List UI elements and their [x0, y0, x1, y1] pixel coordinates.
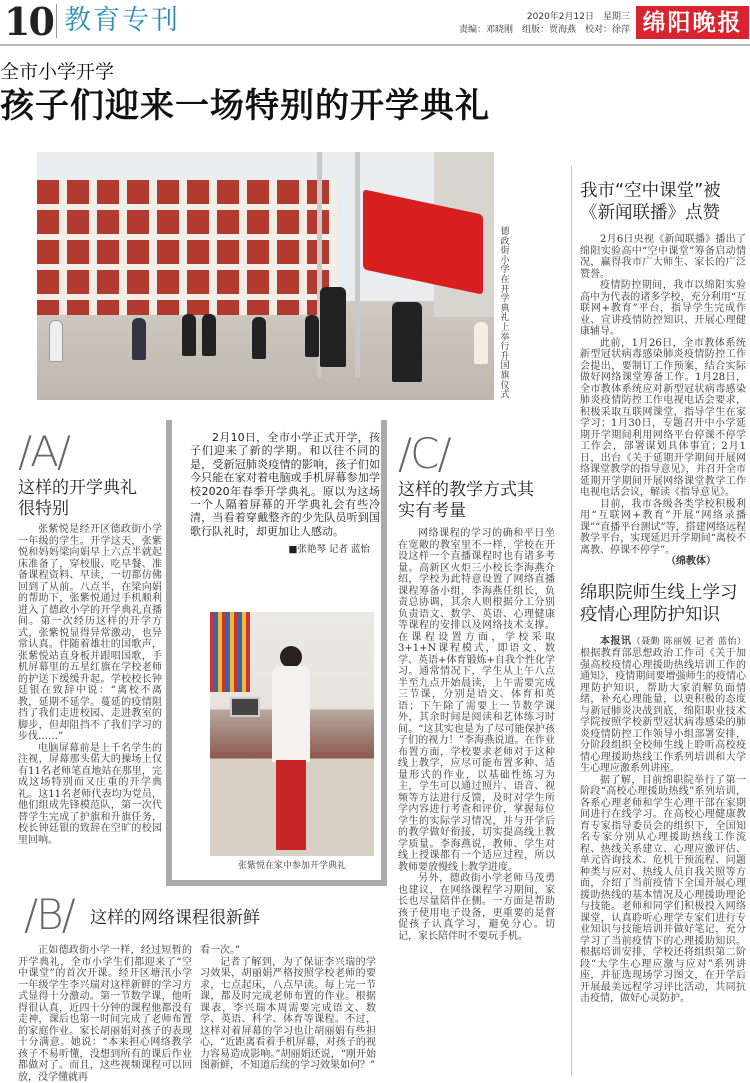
- section-a-title: 这样的开学典礼很特别: [18, 478, 137, 519]
- sidebar1-title: 我市“空中课堂”被《新闻联播》点赞: [580, 181, 721, 223]
- newspaper-logo: 绵阳晚报: [636, 6, 749, 39]
- frame-bar: [166, 880, 387, 886]
- frame-bar: [166, 420, 172, 886]
- student-at-home-photo: [210, 612, 374, 856]
- section-a-body: [18, 524, 162, 846]
- intro-text: 2月10日，全市小学正式开学，孩子们迎来了新的学期。和以往不同的是，受新冠肺炎疫情的影响，孩子们如今只能在家对着电脑或手机屏幕参加学校2020年春季开学典礼。原以为这场一个人隔着屏幕的开学典礼会有些冷清，当看着穿戴整齐的少先队员听到国歌行队礼时，却更加让人感动。: [190, 431, 380, 538]
- paragraph: 疫情防控期间，我市以绵阳实验高中为代表的诸多学校，充分利用“互联网+教育”平台，指导学生完成作业、宣讲疫情防控知识、开展心理健康辅导。: [580, 280, 746, 337]
- issue-date: 2020年2月12日 星期三: [526, 12, 630, 22]
- paragraph: 记者了解到，为了保证李兴瑞的学习效果，胡丽娟严格按照学校老师的要求，七点起床，八点早读。每上完一节课，都及时完成老师布置的作业。根据课表，李兴瑞本周需要完成语文、数学、英语、科学、体育等课程。不过，这样对着屏幕的学习也让胡丽娟有些担心，“近距离看着手机屏幕，对孩子的视力容易造成影响。”胡丽娟还说，“刚开始图新鲜，不知道后续的学习效果如何？”: [200, 956, 376, 1071]
- paragraph: 正如德政街小学一样，经过短暂的开学典礼，全市小学生们都迎来了“空中课堂”的首次开课。经开区塘汛小学一年级学生李兴瑞对这样新鲜的学习方式显得十分激动。第一节数学课，他听得很认真，近四十分钟的课程他都没有走神，课后也第一时间完成了老师布置的家庭作业。家长胡丽娟对孩子的表现十分满意。她说：“本来担心网络教学孩子不易听懂，没想到所有的课后作业都做对了。而且，这些视频课程可以回放，没学懂就再: [18, 945, 192, 1083]
- sidebar2-title: 绵职院师生线上学习疫情心理防护知识: [580, 582, 738, 625]
- kicker: 全市小学开学: [0, 61, 115, 83]
- right-column: [580, 180, 748, 1005]
- paragraph-text: 根据教育部思想政治工作司《关于加强高校疫情心理援助热线培训工作的通知》，疫情期间要增强师生的疫情心理防护知识，帮助大家消解负面情绪，补充心理能量，以更积极的态度与新冠肺炎决战到底，绵阳职业技术学院按照学校新型冠状病毒感染的肺炎疫情防控工作领导小组部署安排，分阶段组织全校师生线上聆听高校疫情心理援助热线工作系列培训和大学生心理应激系列讲座。: [580, 648, 746, 774]
- paragraph: 据了解，目前绵职院举行了第一阶段“高校心理援助热线”系列培训，各系心理老师和学生心理干部在家期间进行在线学习。在高校心理健康教育专家指导委员会的组织下，全国知名专家分别从心理援助热线工作流程、热线关系建立、心理应激评估、单元咨询技术、危机干预流程、问题种类与应对、热线人员自我关照等方面，介绍了当前疫情下全国开展心理援助热线的基本情况及心理援助理论与技能。老师和同学们积极投入网络课堂，认真聆听心理学专家们进行专业知识与技能培训并做好笔记，充分学习了当前疫情下的心理援助知识。根据培训安排，学校还将组织第二阶段“大学生心理应激与应对”系列讲座，并征选现场学习图文，在开学后开展最美远程学习评比活动，共同抗击疫情，做好心灵防护。: [580, 774, 746, 1004]
- intro: [190, 431, 380, 556]
- paragraph: 此前，1月26日，全市教体系统新型冠状病毒感染肺炎疫情防控工作会提出，要制订工作预案，结合实际做好网络课堂筹备工作。1月28日，全市教体系统应对新型冠状病毒感染肺炎疫情防控工作电视电话会要求，积极采取互联网课堂，指导学生在家学习；1月30日，专题召开中小学延期开学期间利用网络平台停课不停学工作会，部署谋划具体事宜；2月1日，出台《关于延期开学期间开展网络课堂教学的指导意见》，并召开全市延期开学期间开展网络课堂教学工作电视电话会议，解读《指导意见》。: [580, 337, 746, 498]
- photo-caption: 张紫悦在家中参加开学典礼: [237, 861, 346, 871]
- paragraph: 电脑屏幕前是上千名学生的注视，屏幕那头偌大的操场上仅有11名老师笔直地站在那里，完成这场特别而又庄重的开学典礼。这11名老师代表均为党员，他们组成先锋模范队，第一次代替学生完成了护旗和升旗任务，校长钟廷银的致辞在空旷的校园里回响。: [18, 742, 162, 846]
- flag-ceremony-photo: [37, 152, 494, 400]
- paragraph: 目前，我市各级各类学校积极利用“互联网+教育”开展“网络录播课”“直播平台测试”等，搭建网络远程教学平台，实现延迟开学期间“离校不离教、停课不停学”。: [580, 498, 746, 556]
- section-c-title: 这样的教学方式其实有考量: [398, 480, 534, 521]
- paragraph: 张紫悦是经开区德政街小学一年级的学生。开学这天，张紫悦和妈妈梁向娟早上六点半就起床准备了，穿校服、吃早餐、准备课程资料、早读，一切都仿佛回到了从前。八点半，在梁向娟的帮助下，张紫悦通过手机顺利进入了德政小学的开学典礼直播间。第一次经历这样的开学方式，张紫悦显得异常激动，也异常认真。伴随着雄壮的国歌声，张紫悦站直身板并跟唱国歌，手机屏幕里的五星红旗在学校老师的护送下缓缓升起。学校校长钟廷银在致辞中说：“离校不离教，延期不延学。蔓延的疫情阻挡了我们走进校园、走进教室的脚步，但却阻挡不了我们学习的步伐……”: [18, 524, 162, 742]
- photo-caption: 德政街小学在开学典礼上举行升国旗仪式: [500, 227, 510, 401]
- paragraph: 另外，德政街小学老师马茂勇也建议，在网络课程学习期间，家长也尽量陪伴在侧。一方面是帮助孩子使用电子设备，更重要的是督促孩子认真学习，避免分心。切记，家长陪伴时不要玩手机。: [398, 873, 555, 942]
- section-b-col2: [200, 945, 376, 1072]
- section-c-body: [398, 528, 555, 942]
- lead-credit: （聂勤 陈丽媛 记者 蓝怡）: [631, 636, 746, 647]
- paragraph-continuation: 看一次。”: [200, 945, 241, 956]
- divider: [56, 4, 57, 38]
- section-c: [398, 429, 555, 942]
- paragraph: [580, 636, 746, 775]
- staff-credits: 责编：邓晓刚 组版：贾海燕 校对：徐萍: [458, 25, 630, 35]
- section-b-col1: [18, 945, 192, 1083]
- lead-tag: 本报讯: [600, 635, 632, 647]
- section-a: [18, 430, 162, 882]
- page-number: 10: [4, 0, 53, 44]
- intro-body: [190, 431, 380, 538]
- sidebar1-body: [580, 234, 746, 568]
- section-b-title: 这样的网络课程很新鲜: [90, 908, 260, 928]
- headline: 孩子们迎来一场特别的开学典礼: [0, 86, 490, 126]
- byline: ■张艳琴 记者 蓝怡: [288, 544, 370, 556]
- column-rule: [571, 165, 572, 1077]
- section-c-letter: /C/: [398, 429, 450, 478]
- header-rule: [0, 44, 750, 46]
- source-credit: （绵教体）: [666, 556, 716, 567]
- section-a-letter: /A/: [18, 430, 70, 476]
- frame-bar: [381, 420, 387, 886]
- sidebar2-body: [580, 636, 746, 1005]
- section-b-letter: /B/: [24, 890, 74, 939]
- paragraph: 网络课程的学习的确和平日坐在宽敞的教室里不一样，学校在开设这样一个直播课程时也有诸多考量。高新区火炬三小校长李海燕介绍，学校为此特意设置了网络直播课程筹备小组，李海燕任组长，负责总协调，其余人则根据分工分别负责语文、数学、英语、心理健康等课程的安排以及网络技术支撑。在课程设置方面，学校采取3+1+N课程模式，即语文、数学、英语+体育锻炼+自我个性化学习。通常情况下，学生从上午八点半至九点开始晨读，上午需要完成三节课，分别是语文、体育和英语；下午除了需要上一节数学课外，其余时间是阅读和艺体练习时间。“这其实也是为了尽可能保护孩子们的视力！”李海燕说道。在作业布置方面，学校要求老师对于这种线上教学，应尽可能布置多种、适量形式的作业，以基础性练习为主，学生可以通过照片、语音、视频等方法进行反馈，及时对学生所学内容进行考查和评价，掌握每位学生的实际学习情况，并与开学后的教学做好衔接，切实提高线上教学质量。李海燕说，教师、学生对线上授课都有一个适应过程，所以教师要放慢线上教学进度。: [398, 528, 555, 873]
- paragraph: 2月6日央视《新闻联播》播出了绵阳实验高中“空中课堂”筹备启动情况，赢得我市广大师生、家长的广泛赞誉。: [580, 234, 746, 280]
- section-title: 教育专刊: [64, 5, 180, 36]
